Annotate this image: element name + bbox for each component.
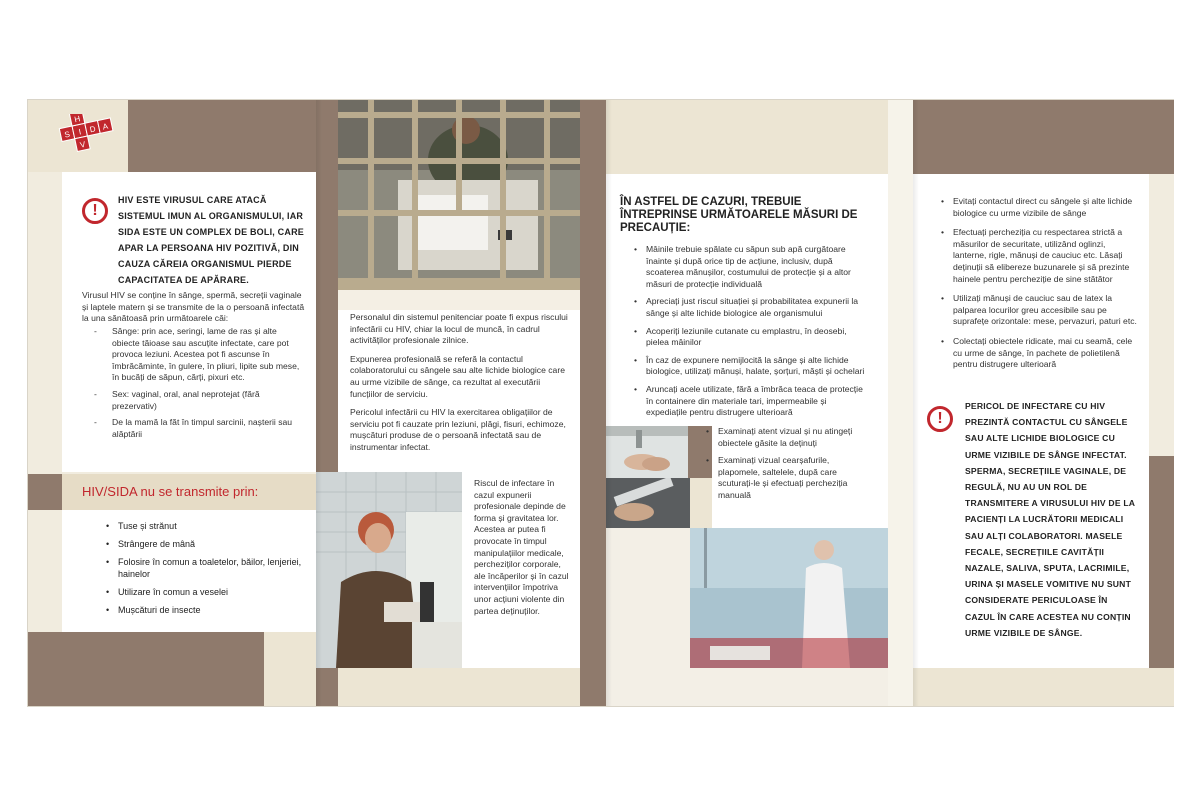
fold-line [913, 100, 919, 706]
list-item: - Sex: vaginal, oral, anal neprotejat (fără prezervativ) [90, 389, 300, 412]
list-item: • Utilizare în comun a veselei [106, 586, 306, 598]
handwash-photo [606, 426, 688, 478]
list-item: - De la mamă la făt în timpul sarcinii, nașterii sau alăptării [90, 417, 300, 440]
warning-icon: ! [82, 198, 108, 224]
list-item: • În caz de expunere nemijlocită la sânge și alte lichide biologice, utilizați mănuși, halate, șorțuri, măști și ochelari [634, 355, 868, 378]
svg-text:S: S [63, 129, 71, 140]
list-item: • Colectați obiectele ridicate, mai cu seamă, cele cu urme de sânge, în pachete de polietilenă pentru distrugere ulterioară [941, 336, 1141, 371]
list-item: • Evitați contactul direct cu sângele și alte lichide biologice cu urme vizibile de sânge [941, 196, 1141, 219]
list-item: • Efectuați percheziția cu respectarea strictă a măsurilor de securitate, utilizând oglinzi, lanterne, rigle, mănuși de cauciuc etc. Lăsați deținuții să elibereze buzunarele și să prezinte hainele pentru percheziție de sine stătător [941, 227, 1141, 285]
paragraph: Expunerea profesională se referă la contactul colaboratorului cu sângele sau alte lichide biologice care au urme vizibile de sânge, ca rezultat al executării funcțiilor de serviciu. [350, 353, 565, 399]
list-item: • Tuse și strănut [106, 520, 306, 532]
svg-text:A: A [101, 121, 109, 132]
risk-text: Riscul de infectare în cazul expunerii profesionale depinde de forma și gravitatea lor. Acestea ar putea fi provocate în timpul manipulațiilor medicale, percheziților corporale, ale încăperilor și în cazul intervențiilor împotriva unor acțiuni violente din partea deținuților. [474, 478, 569, 616]
list-item: • Folosire în comun a toaletelor, băilor, lenjeriei, hainelor [106, 556, 306, 580]
list-item: • Examinați atent vizual și nu atingeți obiectele găsite la deținuți [706, 426, 866, 449]
hiv-definition: HIV ESTE VIRUSUL CARE ATACĂ SISTEMUL IMUN AL ORGANISMULUI, IAR SIDA ESTE UN COMPLEX DE BOLI, CARE APAR LA PERSOANA HIV POZITIVĂ, DIN CAUZA CĂREIA ORGANISMUL PIERDE CAPACITATEA DE APĂRARE. [118, 195, 304, 285]
panel-3 [606, 100, 913, 706]
svg-text:V: V [79, 139, 87, 150]
section-title: HIV/SIDA nu se transmite prin: [82, 484, 259, 499]
list-item: • Utilizați mănuși de cauciuc sau de latex la palparea locurilor greu accesibile sau pe suprafețe orizontale: mese, pervazuri, paturi etc. [941, 293, 1141, 328]
list-item: - Sânge: prin ace, seringi, lame de ras și alte obiecte tăioase sau ascuțite infectate, care pot provoca leziuni. Acestea pot fi ascunse în îmbrăcăminte, în gulere, în pliuri, lipite sub mese, în bucăți de săpun, cărți, pixuri etc. [90, 326, 300, 384]
precautions-list [634, 244, 868, 423]
panel-1 [28, 100, 316, 706]
warning-icon: ! [927, 406, 953, 432]
prison-photo [338, 100, 580, 290]
list-item: • Apreciați just riscul situației și probabilitatea expunerii la sânge și alte lichide biologice ale organismului [634, 296, 868, 319]
not-transmitted-list [106, 520, 306, 620]
panel-2 [316, 100, 606, 706]
infection-risk-warning: PERICOL DE INFECTARE CU HIV PREZINTĂ CONTACTUL CU SÂNGELE SAU ALTE LICHIDE BIOLOGICE CU URME VIZIBILE DE SÂNGE INFECTAT. SPERMA, SECREȚIILE VAGINALE, DE REGULĂ, NU AU UN ROL DE TRANSMITERE A VIRUSULUI HIV DE LA PACIENȚI LA LUCRĂTORII MEDICALI SAU ALȚI COLABORATORI. MASELE FECALE, SECREȚIILE CAVITĂȚII NAZALE, SALIVA, SPUTA, LACRIMILE, URINA ȘI MASELE VOMITIVE NU SUNT CONSIDERATE PERICULOASE ÎN CAZUL ÎN CARE ACESTEA NU CONȚIN URME VIZIBILE DE SÂNGE. [965, 401, 1135, 638]
transmission-intro: Virusul HIV se conține în sânge, spermă, secreții vaginale și laptele matern și se transmite de la o persoană infectată la una sănătoasă prin următoarele căi: [82, 290, 305, 324]
svg-text:I: I [77, 127, 83, 137]
inspection-list [706, 426, 866, 506]
lab-photo [316, 472, 462, 668]
svg-text:H: H [73, 114, 82, 125]
fold-line [316, 100, 322, 706]
paragraph: Personalul din sistemul penitenciar poate fi expus riscului infectării cu HIV, chiar la locul de muncă, în cadrul activităților profesionale zilnice. [350, 312, 568, 346]
list-item: • Mâinile trebuie spălate cu săpun sub apă curgătoare înainte și după orice tip de acțiune, inclusiv, după scoaterea mănușilor, costumului de protecție și a altor măsuri de protecție individuală [634, 244, 868, 290]
fold-line [606, 100, 612, 706]
syringe-photo [606, 478, 690, 528]
list-item: • Examinați vizual cearșafurile, plapomele, saltelele, după care scuturați-le și efectuați percheziția manuală [706, 455, 866, 501]
sida-logo-icon [48, 114, 118, 164]
exposure-paragraphs [350, 312, 570, 454]
paragraph: Pericolul infectării cu HIV la exercitarea obligațiilor de serviciu pot fi cauzate prin leziuni, plăgi, fisuri, echimoze, mușcături produse de o persoană infectată sau de instrumentar infectat. [350, 407, 566, 452]
list-item: • Aruncați acele utilizate, fără a îmbrăca teaca de protecție în containere din materiale tari, impermeabile și expediațile pentru distrugere ulterioară [634, 384, 868, 419]
svg-text:D: D [88, 124, 97, 135]
transmission-routes [90, 326, 300, 445]
list-item: • Acoperiți leziunile cutanate cu emplastru, în deosebi, pielea mâinilor [634, 326, 868, 349]
list-item: • Strângere de mână [106, 538, 306, 550]
list-item: • Mușcături de insecte [106, 604, 306, 616]
precautions-heading: ÎN ASTFEL DE CAZURI, TREBUIE ÎNTREPRINSE URMĂTOARELE MĂSURI DE PRECAUȚIE: [620, 196, 858, 234]
precautions-continued [941, 196, 1141, 375]
panel-4 [913, 100, 1174, 706]
nurse-photo [690, 528, 888, 668]
